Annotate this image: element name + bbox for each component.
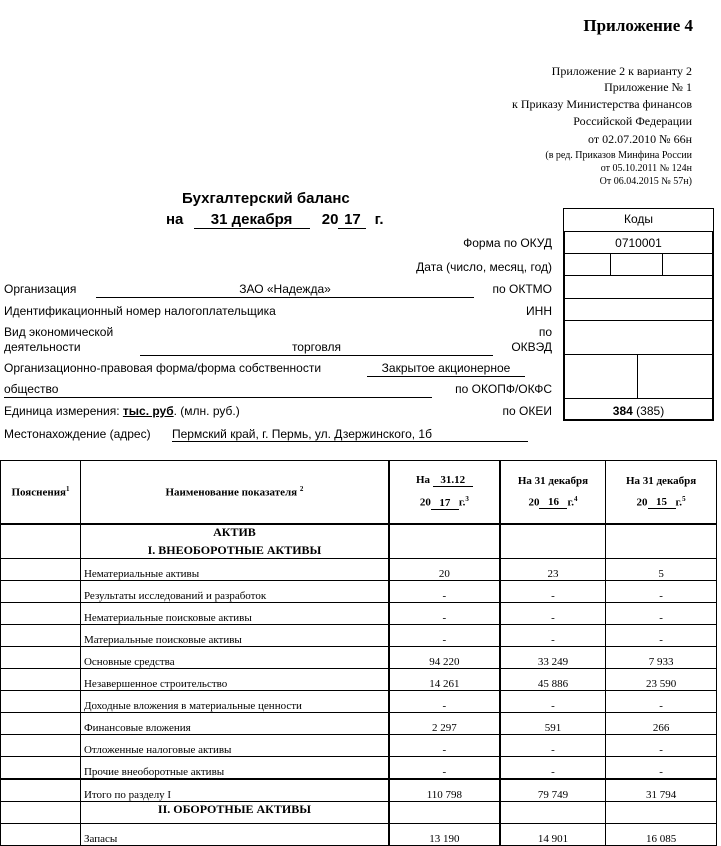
header-name: Наименование показателя $^2$ [80, 461, 389, 525]
unit-row [4, 404, 240, 418]
org-value: ЗАО «Надежда» [239, 282, 331, 296]
table-row: Отложенные налоговые активы - - - [1, 735, 717, 757]
okei-label: по ОКЕИ [502, 404, 552, 418]
year-suffix: 17 [338, 211, 366, 229]
table-row: Нематериальные активы 20 23 5 [1, 559, 717, 581]
section-header: II. ОБОРОТНЫЕ АКТИВЫ [80, 802, 389, 824]
table-row-total: Итого по разделу I 110 798 79 749 31 794 [1, 779, 717, 802]
table-row: Финансовые вложения 2 297 591 266 [1, 713, 717, 735]
table-row: Доходные вложения в материальные ценности - - - [1, 691, 717, 713]
date-prefix: на [166, 211, 184, 228]
header-col1: На 31.12 20 17 г.$^3$ [389, 461, 500, 525]
balance-table [0, 460, 717, 846]
okei-code: 384 [612, 404, 633, 418]
table-row: Прочие внеоборотные активы - - - [1, 757, 717, 780]
header-notes: Пояснения$^1$ [1, 461, 81, 525]
ref-small-line: (в ред. Приказов Минфина России [545, 150, 692, 161]
oktmo-label: по ОКТМО [492, 282, 552, 296]
activity-label: деятельности [4, 340, 81, 354]
header-col3: На 31 декабря 20 15 г.$^5$ [606, 461, 717, 525]
address-value: Пермский край, г. Пермь, ул. Дзержинского, 1б [172, 427, 432, 441]
header-col2: На 31 декабря 20 16 г.$^4$ [500, 461, 606, 525]
inn-label: ИНН [526, 304, 552, 318]
table-row: Запасы 13 190 14 901 16 085 [1, 824, 717, 846]
year-unit: г. [374, 211, 384, 228]
ref-line: от 02.07.2010 № 66н [588, 132, 692, 146]
date-value: 31 декабря [194, 211, 310, 229]
ref-line: к Приказу Министерства финансов [512, 97, 692, 111]
okud-label: Форма по ОКУД [463, 236, 552, 250]
codes-column [563, 231, 714, 421]
table-row: Результаты исследований и разработок - - - [1, 581, 717, 603]
address-label: Местонахождение (адрес) [4, 427, 151, 441]
date-label: Дата (число, месяц, год) [416, 260, 552, 274]
ref-line: Приложение № 1 [604, 80, 692, 94]
appendix-title: Приложение 4 [583, 16, 693, 35]
section-header: АКТИВ I. ВНЕОБОРОТНЫЕ АКТИВЫ [80, 524, 389, 559]
activity-label: Вид экономической [4, 325, 114, 339]
unit-value: тыс. руб [122, 404, 174, 418]
table-row: Нематериальные поисковые активы - - - [1, 603, 717, 625]
ref-line: Приложение 2 к варианту 2 [551, 64, 692, 78]
year-prefix: 20 [321, 211, 339, 228]
okei-value [563, 404, 714, 418]
activity-value: торговля [291, 340, 342, 354]
table-row: Незавершенное строительство 14 261 45 886 23 590 [1, 669, 717, 691]
ref-small-line: От 06.04.2015 № 57н) [599, 176, 692, 187]
ref-line: Российской Федерации [573, 114, 692, 128]
legal-form-value: Закрытое акционерное [381, 361, 511, 375]
okved-label: ОКВЭД [511, 340, 552, 354]
okopf-label: по ОКОПФ/ОКФС [455, 382, 552, 396]
codes-header: Коды [623, 212, 654, 226]
unit-alt: . (млн. руб.) [173, 404, 240, 418]
report-date [166, 211, 384, 229]
org-label: Организация [4, 282, 77, 296]
ref-small-line: от 05.10.2011 № 124н [600, 163, 692, 174]
legal-form-value: общество [4, 382, 59, 396]
okei-alt: (385) [636, 404, 665, 418]
inn-caption: Идентификационный номер налогоплательщика [4, 304, 276, 318]
okved-label: по [538, 325, 552, 339]
unit-label: Единица измерения: [4, 404, 120, 418]
table-row: Материальные поисковые активы - - - [1, 625, 717, 647]
document-title: Бухгалтерский баланс [182, 190, 350, 207]
okud-value: 0710001 [615, 236, 662, 250]
legal-form-label: Организационно-правовая форма/форма собственности [4, 361, 322, 375]
table-row: Основные средства 94 220 33 249 7 933 [1, 647, 717, 669]
